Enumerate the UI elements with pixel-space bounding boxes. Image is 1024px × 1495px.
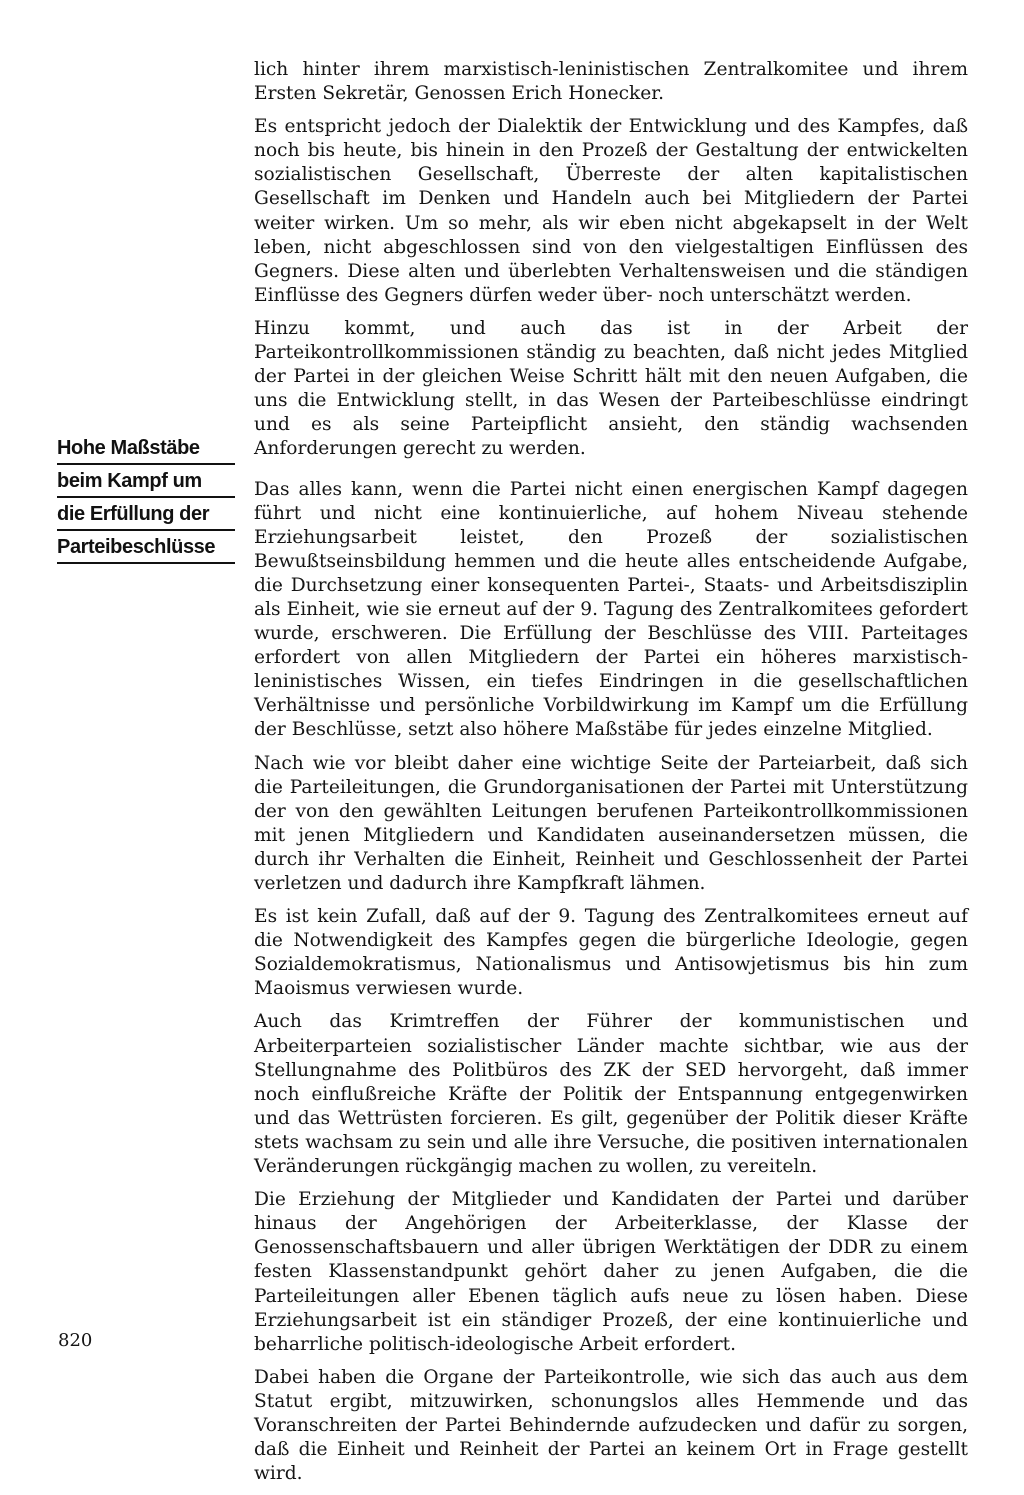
body-text (254, 58, 968, 1495)
margin-heading-line-1: Hohe Maßstäbe (57, 437, 235, 465)
page-number: 820 (58, 1330, 93, 1351)
margin-heading-line-2: beim Kampf um (57, 470, 235, 498)
margin-heading (57, 437, 235, 569)
paragraph-5: Nach wie vor bleibt daher eine wichtige Seite der Parteiarbeit, daß sich die Parteileitungen, die Grundorganisationen der Partei mit Unterstützung der von den gewählten Leitungen berufenen Parteikontrollkommissionen mit jenen Mitgliedern und Kandidaten auseinandersetzen müssen, die durch ihr Verhalten die Einheit, Reinheit und Geschlossenheit der Partei verletzen und dadurch ihre Kampfkraft lähmen. (254, 752, 968, 894)
margin-heading-line-4: Parteibeschlüsse (57, 536, 235, 564)
paragraph-6: Es ist kein Zufall, daß auf der 9. Tagung des Zentralkomitees erneut auf die Notwendigkeit des Kampfes gegen die bürgerliche Ideologie, gegen Sozialdemokratismus, Nationalismus und Antisowjetismus bis hin zum Maoismus verwiesen wurde. (254, 906, 968, 1000)
paragraph-9: Dabei haben die Organe der Parteikontrolle, wie sich das auch aus dem Statut ergibt, mitzuwirken, schonungslos alles Hemmende und das Voranschreiten der Partei Behindernde aufzudecken und dafür zu sorgen, daß die Einheit und Reinheit der Partei an keinem Ort in Frage gestellt wird. (254, 1366, 968, 1485)
margin-heading-line-3: die Erfüllung der (57, 503, 235, 531)
paragraph-1: lich hinter ihrem marxistisch-leninistischen Zentralkomitee und ihrem Ersten Sekretär, Genossen Erich Honecker. (254, 59, 968, 105)
paragraph-7: Auch das Krimtreffen der Führer der kommunistischen und Arbeiterparteien sozialistischer Länder machte sichtbar, wie aus der Stellungnahme des Politbüros des ZK der SED hervorgeht, daß immer noch einflußreiche Kräfte der Politik der Entspannung entgegenwirken und das Wettrüsten forcieren. Es gilt, gegenüber der Politik dieser Kräfte stets wachsam zu sein und alle ihre Versuche, die positiven internationalen Veränderungen rückgängig machen zu wollen, zu vereiteln. (254, 1011, 968, 1178)
paragraph-8: Die Erziehung der Mitglieder und Kandidaten der Partei und darüber hinaus der Angehörigen der Arbeiterklasse, der Klasse der Genossenschaftsbauern und aller übrigen Werktätigen der DDR zu einem festen Klassenstandpunkt gehört daher zu jenen Aufgaben, die die Parteileitungen aller Ebenen täglich aufs neue zu lösen haben. Diese Erziehungsarbeit ist ein ständiger Prozeß, der eine kontinuierliche und beharrliche politisch-ideologische Arbeit erfordert. (254, 1189, 968, 1355)
paragraph-3: Hinzu kommt, und auch das ist in der Arbeit der Parteikontrollkommissionen ständig zu beachten, daß nicht jedes Mitglied der Partei in der gleichen Weise Schritt hält mit den neuen Aufgaben, die uns die Entwicklung stellt, in das Wesen der Parteibeschlüsse eindringt und es als seine Parteipflicht ansieht, den ständig wachsenden Anforderungen gerecht zu werden. (254, 317, 968, 460)
paragraph-4: Das alles kann, wenn die Partei nicht einen energischen Kampf dagegen führt und nicht eine kontinuierliche, auf hohem Niveau stehende Erziehungsarbeit leistet, den Prozeß der sozialistischen Bewußtseinsbildung hemmen und die heute alles entscheidende Aufgabe, die Durchsetzung einer konsequenten Partei-, Staats- und Arbeitsdisziplin als Einheit, wie sie erneut auf der 9. Tagung des Zentralkomitees gefordert wurde, erschweren. Die Erfüllung der Beschlüsse des VIII. Parteitages erfordert von allen Mitgliedern der Partei ein höheres marxistisch-leninistisches Wissen, ein tiefes Eindringen in die gesellschaftlichen Verhältnisse und persönliche Vorbildwirkung im Kampf um die Erfüllung der Beschlüsse, setzt also höhere Maßstäbe für jedes einzelne Mitglied. (254, 478, 968, 741)
paragraph-2: Es entspricht jedoch der Dialektik der Entwicklung und des Kampfes, daß noch bis heute, bis hinein in den Prozeß der Gestaltung der entwickelten sozialistischen Gesellschaft, Überreste der alten kapitalistischen Gesellschaft im Denken und Handeln auch bei Mitgliedern der Partei weiter wirken. Um so mehr, als wir eben nicht abgekapselt in der Welt leben, nicht abgeschlossen sind von den vielgestaltigen Einflüssen des Gegners. Diese alten und überlebten Verhaltensweisen und die ständigen Einflüsse des Gegners dürfen weder über- noch unterschätzt werden. (254, 116, 968, 306)
